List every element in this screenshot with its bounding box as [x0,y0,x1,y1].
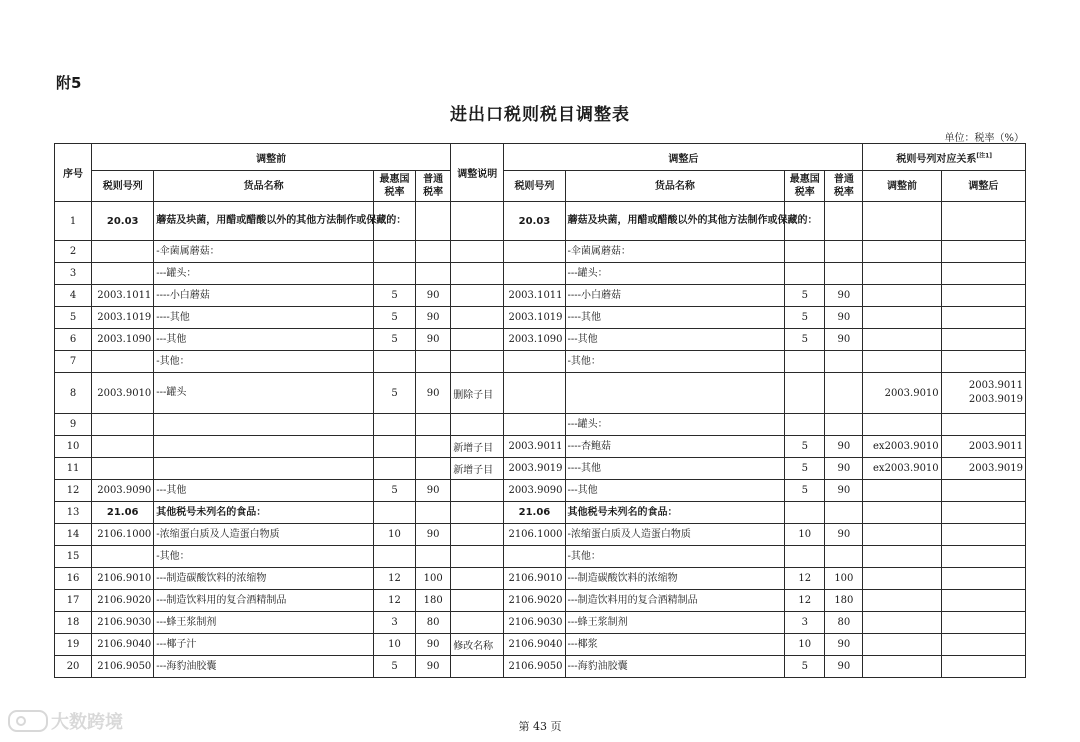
cell-after-mfn: 5 [785,307,825,329]
cell-after-general [825,202,863,241]
cell-after-general: 90 [825,285,863,307]
cell-after-general: 90 [825,436,863,458]
header-before: 调整前 [92,144,451,171]
cell-before-general [416,436,451,458]
cell-after-name: ---罐头： [565,263,785,285]
header-before-name: 货品名称 [154,171,374,202]
cell-note [451,524,504,546]
table-row [55,480,1026,502]
cell-map-after: 2003.9019 [941,458,1025,480]
cell-seq: 10 [55,436,92,458]
cell-after-mfn: 5 [785,656,825,678]
cell-before-name [154,414,374,436]
cell-map-before [863,656,941,678]
cell-map-after [941,285,1025,307]
cell-note [451,202,504,241]
cell-after-mfn: 10 [785,634,825,656]
watermark-logo-icon [8,710,48,732]
cell-after-code: 2106.9010 [504,568,565,590]
cell-after-general: 90 [825,524,863,546]
cell-map-before [863,351,941,373]
cell-after-code: 2003.9019 [504,458,565,480]
cell-before-code [92,241,154,263]
cell-after-name: ---其他 [565,480,785,502]
cell-before-code: 2106.9040 [92,634,154,656]
cell-map-before [863,414,941,436]
table-row [55,546,1026,568]
cell-seq: 14 [55,524,92,546]
cell-after-general: 90 [825,458,863,480]
cell-before-code: 2003.9090 [92,480,154,502]
cell-after-mfn: 5 [785,329,825,351]
cell-before-code: 2106.1000 [92,524,154,546]
watermark [8,708,123,734]
cell-before-name: -伞菌属蘑菇： [154,241,374,263]
cell-after-name: 蘑菇及块菌，用醋或醋酸以外的其他方法制作或保藏的： [565,202,785,241]
cell-note [451,285,504,307]
cell-seq: 8 [55,373,92,414]
cell-after-general: 90 [825,656,863,678]
cell-map-before [863,202,941,241]
cell-seq: 16 [55,568,92,590]
cell-after-general: 90 [825,480,863,502]
table-row [55,241,1026,263]
cell-note [451,546,504,568]
table-row [55,502,1026,524]
cell-before-mfn: 5 [373,285,415,307]
cell-after-code: 2003.9011 [504,436,565,458]
cell-after-general: 90 [825,329,863,351]
cell-before-general: 90 [416,480,451,502]
cell-seq: 9 [55,414,92,436]
header-map-before: 调整前 [863,171,941,202]
cell-map-after [941,502,1025,524]
cell-after-code [504,351,565,373]
cell-map-before [863,263,941,285]
cell-seq: 12 [55,480,92,502]
cell-after-code: 20.03 [504,202,565,241]
cell-seq: 6 [55,329,92,351]
header-after: 调整后 [504,144,863,171]
table-row [55,634,1026,656]
cell-after-mfn [785,263,825,285]
cell-before-name: -浓缩蛋白质及人造蛋白物质 [154,524,374,546]
table-row [55,612,1026,634]
cell-before-mfn: 5 [373,656,415,678]
map-after-line: 2003.9011 [968,380,1023,391]
cell-before-code: 2106.9030 [92,612,154,634]
cell-after-mfn: 5 [785,480,825,502]
cell-after-code [504,373,565,414]
annex-label: 附5 [56,74,82,92]
cell-note [451,241,504,263]
cell-before-mfn [373,436,415,458]
cell-before-general: 100 [416,568,451,590]
cell-after-name: ---罐头： [565,414,785,436]
table-body [55,202,1026,678]
cell-note [451,656,504,678]
cell-map-after [941,568,1025,590]
table-row [55,329,1026,351]
cell-after-code [504,414,565,436]
cell-before-mfn [373,502,415,524]
cell-after-mfn [785,373,825,414]
cell-after-name [565,373,785,414]
header-after-code: 税则号列 [504,171,565,202]
cell-before-code: 2003.9010 [92,373,154,414]
cell-map-after [941,524,1025,546]
cell-map-after [941,373,1025,414]
cell-before-name: ---其他 [154,329,374,351]
cell-after-name: ---制造饮料用的复合酒精制品 [565,590,785,612]
cell-after-code: 2106.1000 [504,524,565,546]
cell-before-general [416,202,451,241]
cell-before-general: 90 [416,524,451,546]
cell-note: 修改名称 [451,634,504,656]
cell-note: 删除子目 [451,373,504,414]
cell-before-code: 2106.9010 [92,568,154,590]
table-row [55,373,1026,414]
cell-before-general [416,263,451,285]
cell-before-mfn [373,458,415,480]
cell-after-general: 90 [825,307,863,329]
cell-map-after [941,414,1025,436]
cell-before-name: -其他： [154,546,374,568]
page-number: 第 43 页 [518,720,562,733]
cell-after-code: 2106.9050 [504,656,565,678]
cell-map-before [863,568,941,590]
cell-before-mfn: 10 [373,524,415,546]
header-after-name: 货品名称 [565,171,785,202]
cell-before-mfn: 5 [373,307,415,329]
cell-after-code [504,546,565,568]
cell-after-name: -其他： [565,546,785,568]
cell-map-before: ex2003.9010 [863,458,941,480]
cell-before-code [92,414,154,436]
header-after-general [825,171,863,202]
cell-after-name: -伞菌属蘑菇： [565,241,785,263]
cell-before-name: ---海豹油胶囊 [154,656,374,678]
cell-before-general [416,458,451,480]
cell-before-name [154,458,374,480]
header-after-mfn-l2: 税率 [794,187,815,198]
header-before-mfn [373,171,415,202]
cell-before-code [92,458,154,480]
cell-before-general [416,351,451,373]
cell-note [451,568,504,590]
cell-before-mfn: 3 [373,612,415,634]
cell-note [451,329,504,351]
cell-after-mfn: 12 [785,590,825,612]
cell-after-general [825,263,863,285]
cell-after-code: 21.06 [504,502,565,524]
cell-before-name: ----小白蘑菇 [154,285,374,307]
cell-note [451,502,504,524]
cell-seq: 5 [55,307,92,329]
cell-before-general: 90 [416,307,451,329]
cell-note: 新增子目 [451,436,504,458]
header-seq: 序号 [55,144,92,202]
cell-seq: 4 [55,285,92,307]
cell-after-code: 2106.9030 [504,612,565,634]
cell-after-general [825,241,863,263]
cell-seq: 1 [55,202,92,241]
header-mapping [863,144,1026,171]
cell-before-name: ----其他 [154,307,374,329]
cell-after-name: ----小白蘑菇 [565,285,785,307]
cell-after-mfn [785,502,825,524]
cell-note [451,414,504,436]
header-before-general-l1: 普通 [423,174,444,185]
cell-before-mfn [373,546,415,568]
cell-map-after [941,329,1025,351]
cell-after-code: 2003.1011 [504,285,565,307]
cell-before-name: -其他： [154,351,374,373]
header-mapping-footnote: [注1] [976,152,993,160]
cell-after-name: ----其他 [565,307,785,329]
cell-map-before [863,590,941,612]
table-row [55,524,1026,546]
cell-after-name: ----其他 [565,458,785,480]
cell-before-general [416,546,451,568]
cell-before-code: 2003.1019 [92,307,154,329]
cell-seq: 19 [55,634,92,656]
header-map-after: 调整后 [941,171,1025,202]
cell-after-code: 2003.1019 [504,307,565,329]
cell-before-code: 2106.9050 [92,656,154,678]
cell-seq: 15 [55,546,92,568]
cell-map-before [863,502,941,524]
cell-before-general: 90 [416,634,451,656]
cell-before-name: ---蜂王浆制剂 [154,612,374,634]
map-after-line: 2003.9019 [968,394,1023,405]
cell-seq: 11 [55,458,92,480]
table-row [55,414,1026,436]
cell-after-general [825,414,863,436]
table-row [55,202,1026,241]
cell-map-before [863,285,941,307]
cell-after-code [504,241,565,263]
cell-after-general: 80 [825,612,863,634]
cell-map-before: ex2003.9010 [863,436,941,458]
header-before-mfn-l2: 税率 [384,187,405,198]
cell-note [451,480,504,502]
cell-before-code: 2106.9020 [92,590,154,612]
cell-before-name: ---椰子汁 [154,634,374,656]
cell-map-after [941,480,1025,502]
cell-before-name: ---罐头： [154,263,374,285]
cell-before-mfn [373,241,415,263]
cell-after-code: 2106.9040 [504,634,565,656]
table-row [55,263,1026,285]
cell-note [451,612,504,634]
cell-map-after [941,202,1025,241]
cell-map-before [863,612,941,634]
cell-before-mfn [373,263,415,285]
cell-before-mfn: 5 [373,480,415,502]
cell-before-code: 20.03 [92,202,154,241]
cell-after-name: ---制造碳酸饮料的浓缩物 [565,568,785,590]
cell-map-before [863,546,941,568]
cell-map-before [863,329,941,351]
cell-before-name: 蘑菇及块菌，用醋或醋酸以外的其他方法制作或保藏的： [154,202,374,241]
cell-before-general: 90 [416,373,451,414]
cell-note: 新增子目 [451,458,504,480]
header-after-mfn-l1: 最惠国 [789,174,820,185]
cell-after-general [825,373,863,414]
cell-after-mfn [785,546,825,568]
cell-seq: 13 [55,502,92,524]
cell-after-code: 2003.9090 [504,480,565,502]
cell-before-name: ---罐头 [154,373,374,414]
cell-note [451,263,504,285]
cell-after-general: 100 [825,568,863,590]
table-row [55,568,1026,590]
cell-before-mfn: 12 [373,568,415,590]
header-note: 调整说明 [451,144,504,202]
cell-before-general [416,241,451,263]
cell-before-code [92,436,154,458]
cell-before-code: 2003.1011 [92,285,154,307]
cell-map-before [863,307,941,329]
cell-before-mfn [373,414,415,436]
cell-note [451,307,504,329]
cell-map-after [941,351,1025,373]
cell-map-after [941,612,1025,634]
header-after-general-l2: 税率 [833,187,854,198]
cell-before-code: 2003.1090 [92,329,154,351]
cell-after-name: -其他： [565,351,785,373]
cell-after-mfn: 10 [785,524,825,546]
cell-after-general [825,351,863,373]
cell-after-general: 90 [825,634,863,656]
cell-map-before [863,480,941,502]
header-before-general [416,171,451,202]
cell-after-code: 2106.9020 [504,590,565,612]
cell-before-mfn: 10 [373,634,415,656]
table-row [55,590,1026,612]
cell-before-mfn: 5 [373,329,415,351]
cell-after-mfn: 5 [785,285,825,307]
cell-seq: 3 [55,263,92,285]
header-after-general-l1: 普通 [833,174,854,185]
table-row [55,285,1026,307]
table-row [55,307,1026,329]
cell-map-after [941,241,1025,263]
cell-seq: 18 [55,612,92,634]
cell-before-name: ---制造碳酸饮料的浓缩物 [154,568,374,590]
cell-note [451,590,504,612]
cell-before-general: 90 [416,285,451,307]
cell-map-after [941,656,1025,678]
cell-map-after [941,307,1025,329]
cell-after-name: ---海豹油胶囊 [565,656,785,678]
cell-after-mfn: 3 [785,612,825,634]
cell-before-general [416,414,451,436]
cell-after-mfn: 5 [785,458,825,480]
header-before-general-l2: 税率 [423,187,444,198]
table-row [55,458,1026,480]
cell-seq: 17 [55,590,92,612]
cell-after-name: ----杏鲍菇 [565,436,785,458]
cell-before-mfn: 5 [373,373,415,414]
cell-map-after: 2003.9011 [941,436,1025,458]
cell-after-mfn [785,351,825,373]
cell-before-name [154,436,374,458]
cell-after-code [504,263,565,285]
tariff-adjustment-table [54,143,1026,678]
header-before-mfn-l1: 最惠国 [379,174,410,185]
cell-after-name: ---椰浆 [565,634,785,656]
cell-map-before [863,634,941,656]
cell-before-general: 80 [416,612,451,634]
cell-after-name: 其他税号未列名的食品： [565,502,785,524]
cell-map-after [941,590,1025,612]
unit-note: 单位：税率（%） [944,133,1024,144]
cell-before-name: 其他税号未列名的食品： [154,502,374,524]
cell-map-after [941,634,1025,656]
cell-after-code: 2003.1090 [504,329,565,351]
cell-before-name: ---其他 [154,480,374,502]
cell-after-mfn: 5 [785,436,825,458]
cell-after-mfn [785,414,825,436]
table-row [55,656,1026,678]
cell-after-mfn: 12 [785,568,825,590]
table-row [55,436,1026,458]
watermark-text: 大数跨境 [51,712,123,733]
cell-after-general: 180 [825,590,863,612]
cell-before-general: 90 [416,656,451,678]
cell-map-before [863,524,941,546]
cell-before-code [92,263,154,285]
cell-before-code [92,351,154,373]
cell-before-code [92,546,154,568]
cell-before-general: 90 [416,329,451,351]
header-mapping-label: 税则号列对应关系 [896,153,977,165]
cell-map-after [941,546,1025,568]
cell-seq: 20 [55,656,92,678]
cell-before-mfn: 12 [373,590,415,612]
cell-before-general [416,502,451,524]
header-after-mfn [785,171,825,202]
cell-after-mfn [785,241,825,263]
cell-seq: 7 [55,351,92,373]
cell-after-general [825,502,863,524]
cell-after-general [825,546,863,568]
cell-before-name: ---制造饮料用的复合酒精制品 [154,590,374,612]
cell-map-after [941,263,1025,285]
page-title: 进出口税则税目调整表 [450,105,630,125]
cell-seq: 2 [55,241,92,263]
cell-before-mfn [373,351,415,373]
cell-after-name: ---蜂王浆制剂 [565,612,785,634]
cell-after-name: ---其他 [565,329,785,351]
cell-map-before [863,241,941,263]
table-row [55,351,1026,373]
cell-note [451,351,504,373]
cell-before-general: 180 [416,590,451,612]
header-before-code: 税则号列 [92,171,154,202]
cell-map-before: 2003.9010 [863,373,941,414]
cell-before-code: 21.06 [92,502,154,524]
cell-after-name: -浓缩蛋白质及人造蛋白物质 [565,524,785,546]
